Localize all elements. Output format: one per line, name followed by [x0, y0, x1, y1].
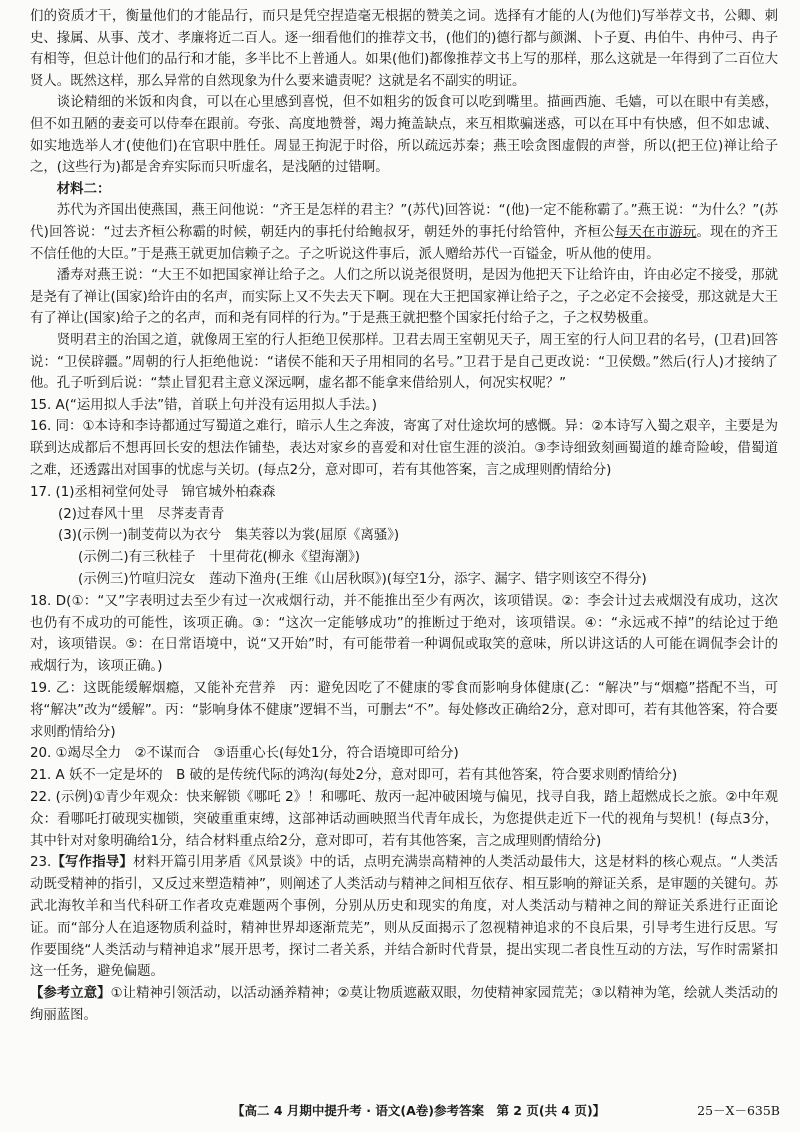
answer-19: 19. 乙：这既能缓解烟瘾，又能补充营养 丙：避免因吃了不健康的零食而影响身体健康(乙：“解决”与“烟瘾”搭配不当，可将“解决”改为“缓解”。丙：“影响身体不健康”逻辑不当，可删去“不”。每处修改正确给2分，意对即可，若有其他答案，符合要求则酌情给分)	[30, 681, 778, 740]
footer-title: 【高二 4 月期中提升考 · 语文(A卷)参考答案 第 2 页(共 4 页)】	[232, 1103, 606, 1118]
reference-ideas	[30, 983, 778, 1027]
answer-21: 21. A 妖不一定是坏的 B 破的是传统代际的鸿沟(每处2分，意对即可，若有其他答案，符合要求则酌情给分)	[30, 768, 678, 784]
paragraph-3-text-c: 。现在的齐王不信任他的大臣。”于是燕王就更加信赖子之。子之听说这件事后，派人赠给苏代一百镒金，听从他的使用。	[30, 224, 779, 262]
answer-16: 16. 同：①本诗和李诗都通过写蜀道之难行，暗示人生之奔波，寄寓了对仕途坎坷的感慨。异：②本诗写入蜀之艰辛，主要是为联到达成都后不想再回长安的想法作铺垫，表达对家乡的喜爱和对仕宦生涯的淡泊。③李诗细致刻画蜀道的雄奇险峻，借蜀道之难，还透露出对国事的忧虑与关切。(每点2分，意对即可，若有其他答案，言之成理则酌情给分)	[30, 419, 778, 479]
answer-22: 22. (示例)①青少年观众：快来解锁《哪吒 2》！和哪吒、敖丙一起冲破困境与偏见，找寻自我，踏上超燃成长之旅。②中年观众：看哪吒打破现实枷锁，突破重重束缚，这部神话动画映照当代青年成长，为您提供走近下一代的视角与契机！(每点3分，其中针对对象明确给1分，结合材料重点给2分，意对即可，若有其他答案，言之成理则酌情给分)	[30, 790, 778, 849]
material-two-heading: 材料二：	[56, 181, 111, 197]
answer-17-1: 17. (1)丞相祠堂何处寻 锦官城外柏森森	[30, 484, 276, 500]
answer-17-3: (3)(示例一)制芰荷以为衣兮 集芙蓉以为裳(屈原《离骚》)	[58, 528, 400, 544]
answer-17-example-3: (示例三)竹喧归浣女 莲动下渔舟(王维《山居秋暝》)(每空1分，添字、漏字、错字则该空不得分)	[78, 572, 647, 588]
paragraph-3-text-a: 苏代为齐国出使燕国，燕王问他说：“齐王是怎样的君主？”(苏代)回答说：“(他)一定不能称霸了。”燕王说：“为什么？”(苏代)回答说：“过去齐桓公称霸的时候，朝廷内的事托付给鲍叔牙，朝廷外的事托付给管仲，齐桓公	[30, 203, 778, 240]
passage-paragraph-1: 们的资质才干，衡量他们的才能品行，而只是凭空捏造毫无根据的赞美之词。选择有才能的人(为他们)写举荐文书，公卿、刺史、掾属、从事、茂才、孝廉将近二百人。逐一细看他们的推荐文书，(他们的)德行都与颜渊、卜子夏、冉伯牛、冉仲弓、冉子有相等，但总计他们的品行和才能，多半比不上普通人。如果(他们)都像推荐文书上写的那样，那么这就是一年得到了二百位大贤人。既然这样，那么异常的自然现象为什么要来谴责呢？这就是名不副实的明证。	[30, 9, 778, 89]
answer-page	[30, 6, 778, 1027]
passage-paragraph-4: 潘寿对燕王说：“大王不如把国家禅让给子之。人们之所以说尧很贤明，是因为他把天下让给许由，许由必定不接受，那就是尧有了禅让(国家)给许由的名声，而实际上又不失去天下啊。现在大王把国家禅让给子之，子之必定不会接受，那这就是大王有了禅让(国家)给子之的名声，而和尧有同样的行为。”于是燕王就把整个国家托付给子之，子之权势极重。	[30, 268, 778, 327]
passage-paragraph-3	[30, 200, 778, 265]
answer-17-2: (2)过春风十里 尽荠麦青青	[58, 506, 225, 522]
answer-15: 15. A(“运用拟人手法”错，首联上句并没有运用拟人手法。)	[30, 397, 377, 413]
writing-guide-label: 【写作指导】	[51, 855, 133, 871]
reference-ideas-text: ①让精神引领活动，以活动涵养精神；②莫让物质遮蔽双眼，勿使精神家园荒芜；③以精神为笔，绘就人类活动的绚丽蓝图。	[30, 986, 778, 1023]
footer-code: 25－X－635B	[697, 1103, 780, 1118]
page-footer	[0, 1101, 800, 1123]
answer-17-example-2: (示例二)有三秋桂子 十里荷花(柳永《望海潮》)	[78, 550, 361, 566]
writing-guide-text: 材料开篇引用茅盾《风景谈》中的话，点明充满崇高精神的人类活动最伟大，这是材料的核心观点。“人类活动既受精神的指引，又反过来塑造精神”，则阐述了人类活动与精神之间相互依存、相互影响的辩证关系，是审题的关键句。苏武北海牧羊和当代科研工作者攻克难题两个事例，分别从历史和现实的角度，对人类活动与精神之间的辩证关系进行正面论证。而“部分人在追逐物质利益时，精神世界却逐渐荒芜”，则从反面揭示了忽视精神追求的不良后果，引导考生进行反思。写作要围绕“人类活动与精神追求”展开思考，探讨二者关系，并结合新时代背景，提出实现二者良性互动的方法，写作时需紧扣这一任务，避免偏题。	[30, 855, 779, 980]
passage-paragraph-2: 谈论精细的米饭和肉食，可以在心里感到喜悦，但不如粗劣的饭食可以吃到嘴里。描画西施、毛嫱，可以在眼中有美感，但不如丑陋的妻妾可以侍奉在跟前。夸张、高度地赞誉，竭力掩盖缺点，来互相欺骗迷惑，可以在耳中有快感，但不如忠诚、如实地选举人才(使他们)在官职中胜任。周显王拘泥于时俗，所以疏远苏秦；燕王哙贪图虚假的声誉，所以(把王位)禅让给子之，(这些行为)都是舍弃实际而只听虚名，是浅陋的过错啊。	[30, 95, 778, 176]
paragraph-3-underlined: 每天在市游玩	[614, 224, 697, 240]
answer-18: 18. D(①：“又”字表明过去至少有过一次戒烟行动，并不能推出至少有两次，该项错误。②：李会计过去戒烟没有成功，这次也仍有不成功的可能性，该项正确。③：“这次一定能够成功”的推断过于绝对，该项错误。④：“永远戒不掉”的结论过于绝对，该项错误。⑤：在日常语境中，说“又开始”时，有可能带着一种调侃或取笑的意味，所以讲这话的人可能在调侃李会计的戒烟行为，该项正确。)	[30, 593, 778, 675]
answer-20: 20. ①竭尽全力 ②不谋而合 ③语重心长(每处1分，符合语境即可给分)	[30, 746, 459, 762]
reference-ideas-label: 【参考立意】	[30, 986, 111, 1002]
answer-23: 23.【写作指导】材料开篇引用茅盾《风景谈》中的话，点明充满崇高精神的人类活动最伟大，这是材料的核心观点。“人类活动既受精神的指引，又反过来塑造精神”，则阐述了人类活动与精神之间相互依存、相互影响的辩证关系，是审题的关键句。苏武北海牧羊和当代科研工作者攻克难题两个事例，分别从历史和现实的角度，对人类活动与精神之间的辩证关系进行正面论证。而“部分人在追逐物质利益时，精神世界却逐渐荒芜”，则从反面揭示了忽视精神追求的不良后果，引导考生进行反思。写作要围绕“人类活动与精神追求”展开思考，探讨二者关系，并结合新时代背景，提出实现二者良性互动的方法，写作时需紧扣这一任务，避免偏题。	[30, 855, 779, 980]
passage-paragraph-5: 贤明君主的治国之道，就像周王室的行人拒绝卫侯那样。卫君去周王室朝见天子，周王室的行人问卫君的名号，(卫君)回答说：“卫侯辟疆。”周朝的行人拒绝他说：“诸侯不能和天子用相同的名号。”卫君于是自己更改说：“卫侯燬。”然后(行人)才接纳了他。孔子听到后说：“禁止冒犯君主意义深远啊，虚名都不能拿来借给别人，何况实权呢？”	[30, 332, 778, 392]
